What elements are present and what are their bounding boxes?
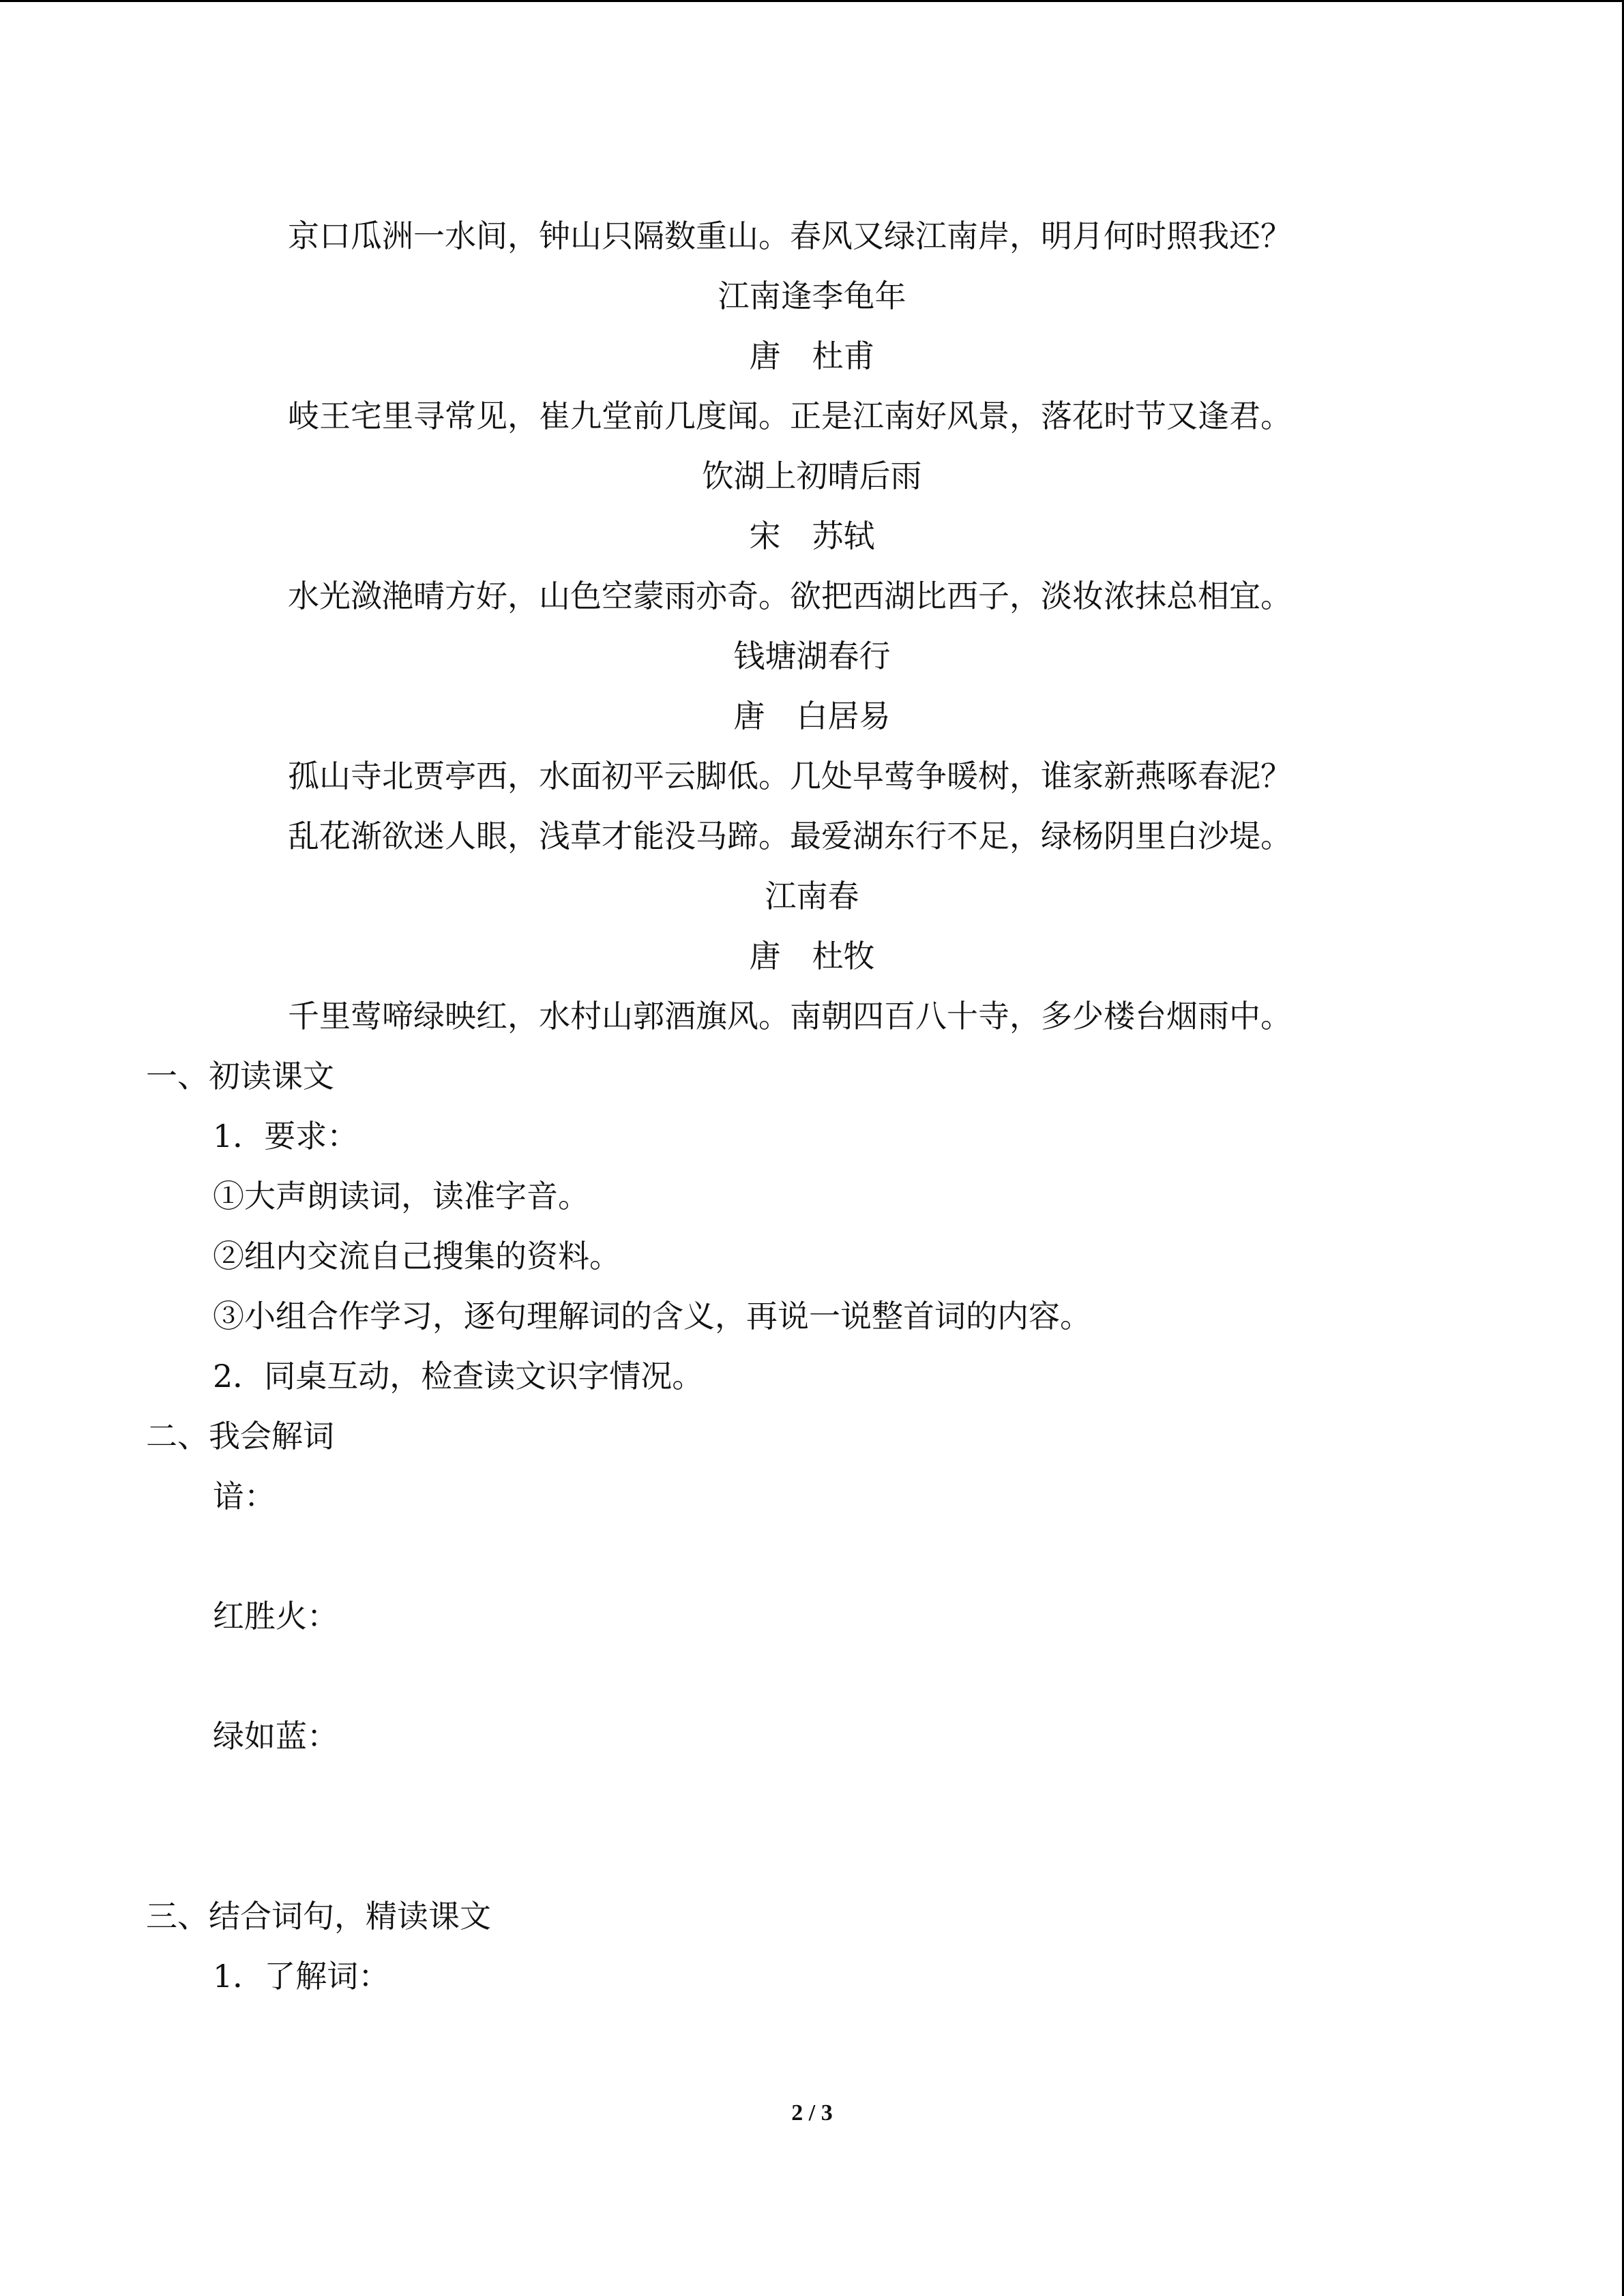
section-heading: 三、结合词句，精读课文 [146,1898,491,1935]
section-heading: 一、初读课文 [146,1058,334,1094]
poem-title: 江南逢李龟年 [718,278,906,314]
section-heading: 二、我会解词 [146,1418,334,1455]
poem-title: 钱塘湖春行 [733,638,891,674]
page-border-top [0,0,1624,2]
poem-line: 千里莺啼绿映红，水村山郭酒旗风。南朝四百八十寺，多少楼台烟雨中。 [288,998,1292,1034]
task-item: 1．了解词： [213,1958,390,1995]
poem-author: 唐 白居易 [733,698,891,734]
poem-line: 孤山寺北贾亭西，水面初平云脚低。几处早莺争暖树，谁家新燕啄春泥？ [288,758,1292,794]
vocab-word: 绿如蓝： [213,1718,338,1755]
requirement-item: ③小组合作学习，逐句理解词的含义，再说一说整首词的内容。 [213,1298,1091,1335]
poem-line: 岐王宅里寻常见，崔九堂前几度闻。正是江南好风景，落花时节又逢君。 [288,398,1292,434]
poem-line: 京口瓜洲一水间，钟山只隔数重山。春风又绿江南岸，明月何时照我还？ [288,218,1292,254]
task-item: 2．同桌互动，检查读文识字情况。 [213,1358,704,1395]
page-number: 2 / 3 [791,2100,833,2126]
poem-title: 饮湖上初晴后雨 [702,458,922,494]
requirement-item: ②组内交流自己搜集的资料。 [213,1238,621,1274]
vocab-word: 谙： [213,1478,276,1515]
poem-author: 唐 杜甫 [749,338,875,374]
poem-line: 水光潋滟晴方好，山色空蒙雨亦奇。欲把西湖比西子，淡妆浓抹总相宜。 [288,578,1292,614]
poem-author: 唐 杜牧 [749,938,875,974]
requirement-label: 1．要求： [213,1118,359,1154]
poem-title: 江南春 [765,878,859,914]
vocab-word: 红胜火： [213,1598,338,1635]
poem-author: 宋 苏轼 [749,518,875,554]
poem-line: 乱花渐欲迷人眼，浅草才能没马蹄。最爱湖东行不足，绿杨阴里白沙堤。 [288,818,1292,854]
requirement-item: ①大声朗读词，读准字音。 [213,1178,589,1214]
